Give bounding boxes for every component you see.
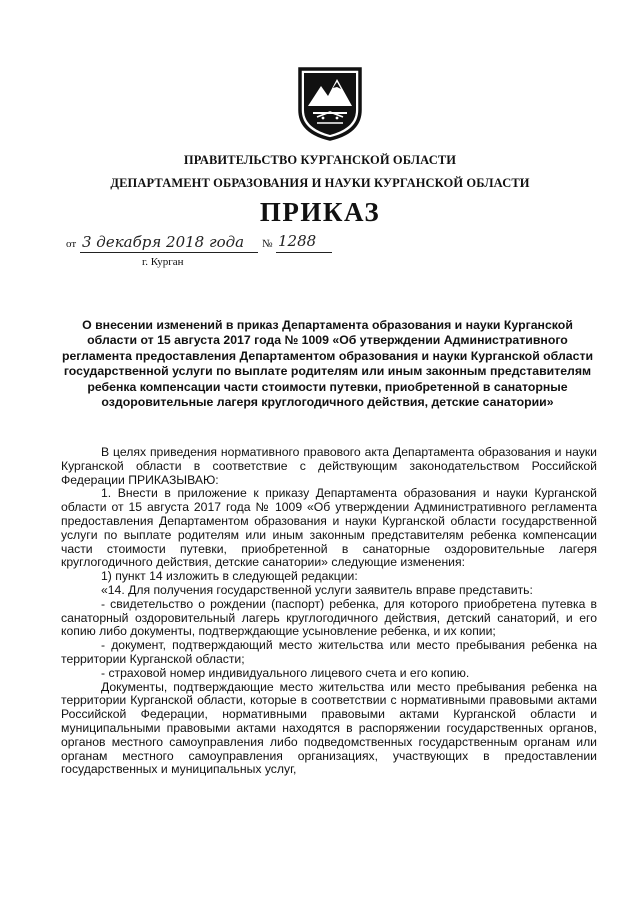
item-1-paragraph: 1. Внести в приложение к приказу Департамента образования и науки Курганской области от 15 августа 2017 года № 1009 «Об утверждении Административного регламента предоставления Департаментом образования и науки Курганской области государственной услуги по выплате родителям или иным законным представителям ребенка компенсации части стоимости путевки, приобретенной в санаторные оздоровительные лагеря круглогодичного действия, детские санатории» следующие изменения: [61, 486, 597, 570]
handwritten-date: 3 декабря 2018 года [82, 233, 245, 251]
order-body [61, 446, 597, 777]
clause-14-bullet-2: - документ, подтверждающий место жительства или место пребывания ребенка на территории Курганской области; [61, 638, 597, 666]
order-subject: О внесении изменений в приказ Департамента образования и науки Курганской области от 15 августа 2017 года № 1009 «Об утверждении Административного регламента предоставления Департаментом образования и науки Курганской области государственной услуги по выплате родителям или иным законным представителям ребенка компенсации части стоимости путевки, приобретенной в санаторные оздоровительные лагеря круглогодичного действия, детские санатории» [61, 318, 594, 410]
order-title: ПРИКАЗ [259, 197, 381, 227]
from-label: от [66, 238, 77, 250]
government-name: ПРАВИТЕЛЬСТВО КУРГАНСКОЙ ОБЛАСТИ [183, 153, 457, 167]
department-name: ДЕПАРТАМЕНТ ОБРАЗОВАНИЯ И НАУКИ КУРГАНСКОЙ ОБЛАСТИ [110, 176, 530, 190]
clause-14-bullet-3: - страховой номер индивидуального лицевого счета и его копию. [101, 665, 470, 680]
number-label: № [262, 238, 273, 250]
documents-paragraph: Документы, подтверждающие место жительства или место пребывания ребенка на территории Курганской области, которые в соответствии с нормативными правовыми актами Российской Федерации, нормативными правовыми актами Курганской области и муниципальными правовыми актами находятся в распоряжении государственных органов, органов местного самоуправления либо подведомственных государственным органам или органам местного самоуправления организациях, участвующих в предоставлении государственных и муниципальных услуг, [61, 679, 597, 777]
city: г. Курган [142, 256, 184, 268]
handwritten-number: 1288 [278, 232, 317, 250]
preamble-paragraph: В целях приведения нормативного правового акта Департамента образования и науки Курганской области в соответствие с действующим законодательством Российской Федерации ПРИКАЗЫВАЮ: [61, 445, 597, 487]
clause-14-intro: «14. Для получения государственной услуги заявитель вправе представить: [101, 582, 533, 597]
number-underline [276, 252, 332, 253]
subitem-1-paragraph: 1) пункт 14 изложить в следующей редакции: [101, 569, 358, 584]
date-underline [80, 252, 258, 253]
coat-of-arms-emblem [297, 66, 363, 142]
clause-14-bullet-1: - свидетельство о рождении (паспорт) ребенка, для которого приобретена путевка в санаторный оздоровительный лагерь круглогодичного действия, детский санаторий, и его копию либо документы, подтверждающие усыновление ребенка, и их копии; [61, 596, 597, 639]
